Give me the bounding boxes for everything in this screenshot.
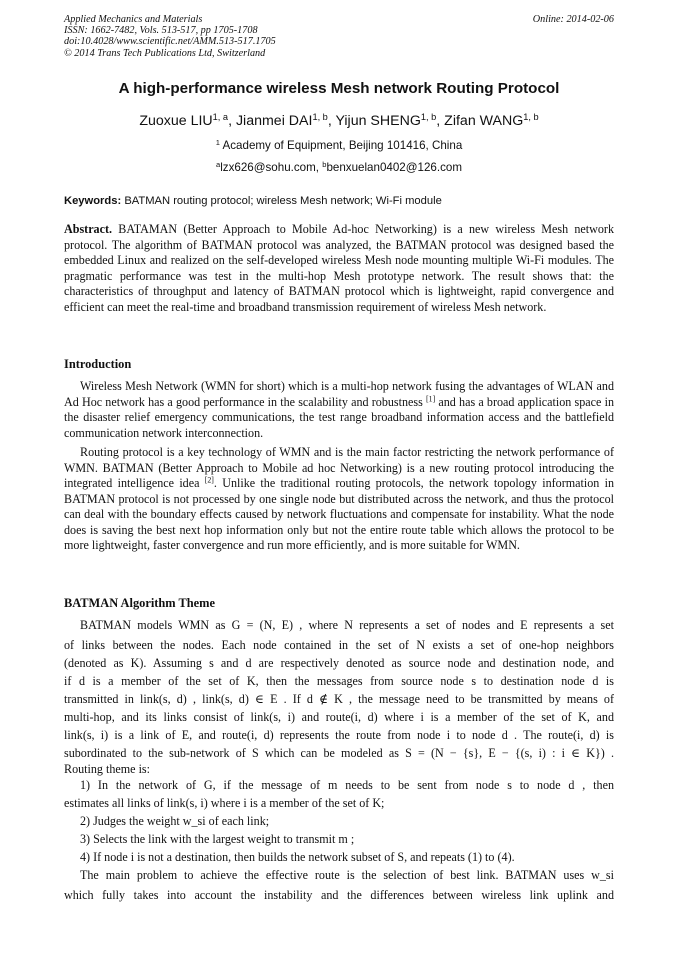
email-b: benxuelan0402@126.com xyxy=(326,161,462,174)
online-date: Online: 2014-02-06 xyxy=(532,14,614,25)
journal-header xyxy=(64,14,276,59)
author-name: Yijun SHENG xyxy=(335,113,421,129)
email-sup: a xyxy=(216,159,221,169)
theme-line: link(s, i) is a link of E, and route(i, d) represents the route from node i to node d . The route(i, d) is xyxy=(64,728,614,742)
intro-paragraph-1 xyxy=(64,379,614,441)
theme-line: transmitted in link(s, d) , link(s, d) ∈ E . If d ∉ K , the message need to be transmitted by means of xyxy=(64,692,614,706)
keywords xyxy=(64,195,614,207)
theme-line: subordinated to the sub-network of S which can be modeled as S = (N − {s}, E − {(s, i) : i ∈ K}) . xyxy=(64,746,614,760)
intro-p2-text: Routing protocol is a key technology of WMN and is the main factor restricting the network performance of WMN. BATMAN (Better Approach to Mobile ad hoc Networking) is a new routing protocol introducing the integrated intelligence idea xyxy=(64,445,614,490)
author-sup: 1, a xyxy=(212,111,229,122)
keywords-label: Keywords: xyxy=(64,195,122,207)
introduction-heading: Introduction xyxy=(64,357,132,371)
author-list: Zuoxue LIU$^{1, a}$, Jianmei DAI$^{1, b}$, Yijun SHENG$^{1, b}$, Zifan WANG$^{1, b}$ xyxy=(139,111,539,129)
intro-p1-text: Wireless Mesh Network (WMN for short) which is a multi-hop network fusing the advantages of WLAN and Ad Hoc network has a good performance in the scalability and robustness xyxy=(64,379,614,409)
keywords-text: BATMAN routing protocol; wireless Mesh network; Wi-Fi module xyxy=(124,195,442,207)
intro-paragraph-2 xyxy=(64,445,614,554)
email-a: lzx626@sohu.com, xyxy=(220,161,319,174)
abstract-label: Abstract. xyxy=(64,222,113,236)
theme-heading: BATMAN Algorithm Theme xyxy=(64,596,215,610)
theme-line: BATMAN models WMN as G = (N, E) , where N represents a set of nodes and E represents a set xyxy=(80,618,614,632)
paper-title: A high-performance wireless Mesh network Routing Protocol xyxy=(118,80,560,97)
intro-p2-text-cont: . Unlike the traditional routing protocols, the network topology information in BATMAN protocol is not processed by one single node but distributed across the network, and thus the protocol can deal with the boundary effects caused by network fluctuations and compensate for instability. What the node does is saving the best next hop information only but not the entire route table which allows the protocol to be more lightweight, faster convergence and run more efficiently, and is more suitable for WMN. xyxy=(64,476,614,552)
theme-line: if d is a member of the set of K, then the messages from source node s to destination node d is xyxy=(64,674,614,688)
abstract-text: BATAMAN (Better Approach to Mobile Ad-hoc Networking) is a new wireless Mesh network protocol. The algorithm of BATMAN protocol was analyzed, the BATMAN protocol was designed based the embedded Linux and realized on the self-developed wireless Mesh node mounting multiple Wi-Fi modules. The pragmatic performance was test in the multi-hop Mesh prototype network. The result shows that: the characteristics of throughput and latency of BATMAN protocol which is lightweight, rapid convergence and efficient can meet the real-time and broadband transmission requirement of wireless Mesh network. xyxy=(64,222,614,314)
author-sup: 1, b xyxy=(312,111,328,122)
closing-line: The main problem to achieve the effective route is the selection of best link. BATMAN uses w_si xyxy=(80,868,614,882)
emails xyxy=(0,161,678,174)
citation: [1] xyxy=(426,394,436,404)
routing-step: estimates all links of link(s, i) where i is a member of the set of K; xyxy=(64,796,385,810)
routing-step: 2) Judges the weight w_si of each link; xyxy=(80,814,270,828)
author-sup: 1, b xyxy=(523,111,539,122)
affiliation-sup: 1 xyxy=(215,137,220,147)
author-sup: 1, b xyxy=(420,111,437,122)
affiliation xyxy=(0,139,678,152)
email-sup: b xyxy=(322,159,327,169)
journal-name: Applied Mechanics and Materials xyxy=(64,14,203,25)
citation: [2] xyxy=(204,475,214,485)
author-name: Zuoxue LIU xyxy=(139,113,213,129)
author-name: Zifan WANG xyxy=(444,113,524,129)
intro-p1-text-cont: and has a broad application space in the disaster relief emergency communications, the test range broadband information access and the battlefield communication network interconnection. xyxy=(64,394,614,440)
author-name: Jianmei DAI xyxy=(235,113,313,129)
doi-line: doi:10.4028/www.scientific.net/AMM.513-517.1705 xyxy=(64,36,276,48)
copyright-line: © 2014 Trans Tech Publications Ltd, Switzerland xyxy=(64,47,266,59)
issn-line: ISSN: 1662-7482, Vols. 513-517, pp 1705-1708 xyxy=(64,25,258,37)
affiliation-text: Academy of Equipment, Beijing 101416, China xyxy=(222,139,463,152)
theme-line: Routing theme is: xyxy=(64,762,150,776)
abstract xyxy=(64,222,614,315)
routing-step: 4) If node i is not a destination, then builds the network subset of S, and repeats (1) to (4). xyxy=(80,850,515,864)
routing-step: 1) In the network of G, if the message of m needs to be sent from node s to node d , then xyxy=(80,778,614,792)
theme-line: (denoted as K). Assuming s and d are respectively denoted as source node and destination node, and xyxy=(64,656,614,670)
theme-line: multi-hop, and its links consist of link(s, i) and route(i, d) where i is a member of the set of K, and xyxy=(64,710,614,724)
closing-line: which fully takes into account the instability and the differences between wireless link uplink and xyxy=(64,888,614,902)
routing-step: 3) Selects the link with the largest weight to transmit m ; xyxy=(80,832,355,846)
theme-line: of links between the nodes. Each node contained in the set of N exists a set of one-hop neighbors xyxy=(64,638,614,652)
